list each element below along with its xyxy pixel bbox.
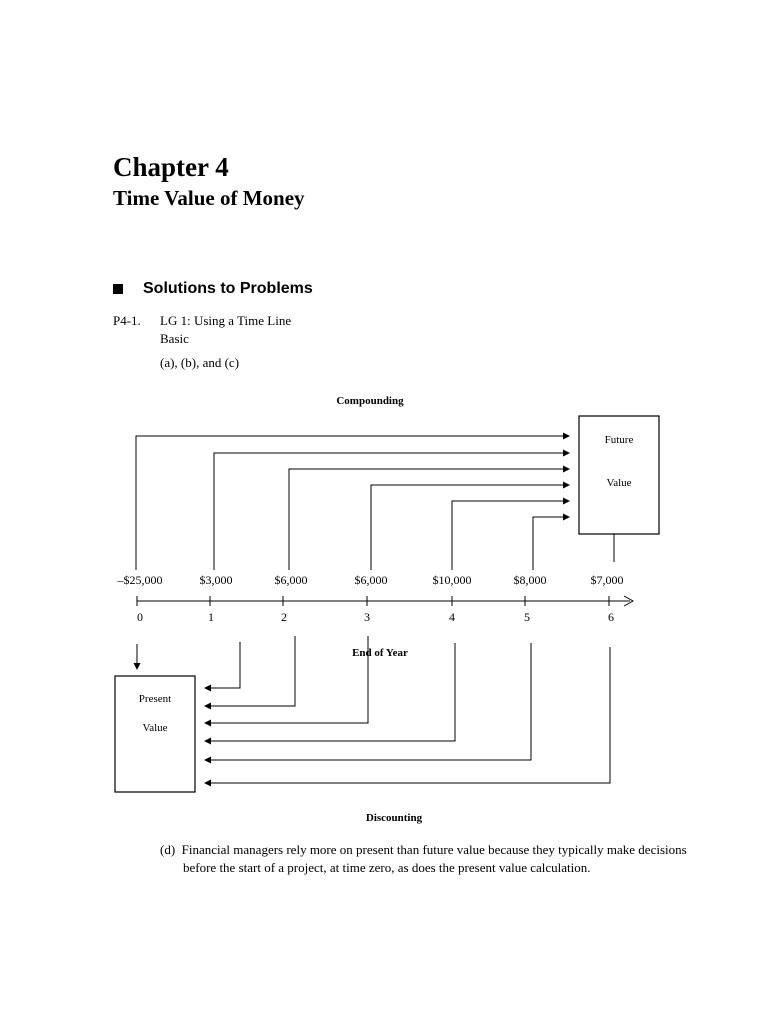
discount-arrow-year-4 (205, 643, 455, 741)
answer-d-text: Financial managers rely more on present than future value because they typically make decisions before the start of a project, at time zero, as does the present value calculation. (181, 842, 687, 875)
answer-d-label: (d) (160, 842, 176, 857)
year-1: 1 (208, 610, 214, 624)
answer-d (160, 841, 700, 877)
chapter-title: Time Value of Money (113, 186, 305, 210)
present-box-line2: Value (142, 722, 168, 734)
year-3: 3 (364, 610, 370, 624)
future-box-line2: Value (606, 477, 632, 489)
discount-arrow-year-1 (205, 642, 240, 688)
cash-flow-5: $8,000 (513, 573, 547, 587)
section-title: Solutions to Problems (143, 280, 313, 297)
compound-arrow-year-2 (289, 469, 569, 570)
cash-flow-6: $7,000 (590, 573, 624, 587)
end-of-year-label: End of Year (352, 647, 408, 659)
present-box-line1: Present (138, 693, 172, 705)
cash-flow-0: –$25,000 (117, 573, 163, 587)
compound-arrow-year-5 (533, 517, 569, 570)
compounding-label: Compounding (336, 395, 404, 407)
problem-number: P4-1. (113, 313, 141, 328)
year-6: 6 (608, 610, 614, 624)
year-5: 5 (524, 610, 530, 624)
year-4: 4 (449, 610, 455, 624)
cash-flow-2: $6,000 (274, 573, 308, 587)
year-0: 0 (137, 610, 143, 624)
year-2: 2 (281, 610, 287, 624)
cash-flow-3: $6,000 (354, 573, 388, 587)
discount-arrow-year-6 (205, 647, 610, 783)
future-box-line1: Future (604, 434, 634, 446)
problem-level: Basic (160, 331, 189, 346)
compound-arrow-year-4 (452, 501, 569, 570)
discounting-label: Discounting (365, 812, 423, 824)
discount-arrow-year-3 (205, 636, 368, 723)
compound-arrow-year-3 (371, 485, 569, 570)
discount-arrow-year-2 (205, 636, 295, 706)
problem-parts: (a), (b), and (c) (160, 355, 240, 370)
compound-arrow-year-0 (136, 436, 569, 570)
chapter-number: Chapter 4 (113, 152, 229, 182)
cash-flow-4: $10,000 (432, 573, 472, 587)
compound-arrow-year-1 (214, 453, 569, 570)
problem-heading: LG 1: Using a Time Line (160, 313, 292, 328)
cash-flow-1: $3,000 (199, 573, 233, 587)
